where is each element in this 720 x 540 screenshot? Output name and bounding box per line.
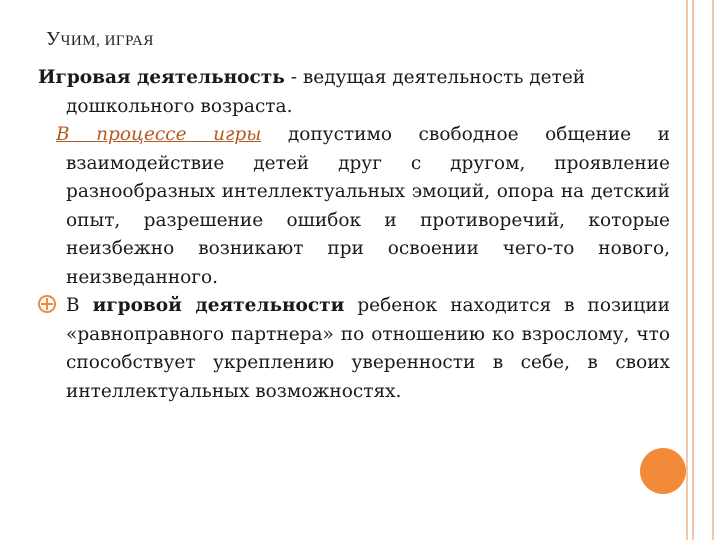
frame-line xyxy=(712,0,714,540)
paragraph-3 xyxy=(38,292,670,406)
p3-text: ребенок находится в позиции «равноправного партнера» по отношению ко взрослому, что способствует укреплению уверенности в себе, в своих интеллектуальных возможностях. xyxy=(66,295,670,402)
p2-text: допустимо свободное общение и взаимодействие детей друг с другом, проявление разнообразных интеллектуальных эмоций, опора на детский опыт, разрешение ошибок и противоречий, которые неизбежно возникают при освоении чего-то нового, неизведанного. xyxy=(66,124,670,288)
title-rest: ЧИМ, ИГРАЯ xyxy=(60,33,154,49)
frame-line xyxy=(692,0,694,540)
p3-bold: игровой деятельности xyxy=(92,295,345,316)
decorative-circle xyxy=(640,448,686,494)
title-first-letter: У xyxy=(46,28,61,50)
paragraph-1 xyxy=(38,64,670,121)
slide-title xyxy=(46,28,154,51)
p1-text: - ведущая деятельность детей дошкольного возраста. xyxy=(66,67,586,117)
p3-start: В xyxy=(66,295,93,316)
p2-link[interactable]: В процессе игры xyxy=(56,124,262,145)
plus-circle-icon xyxy=(38,295,56,313)
frame-line xyxy=(686,0,688,540)
slide-content xyxy=(38,64,670,406)
p1-bold: Игровая деятельность xyxy=(38,67,285,88)
paragraph-2 xyxy=(38,121,670,292)
